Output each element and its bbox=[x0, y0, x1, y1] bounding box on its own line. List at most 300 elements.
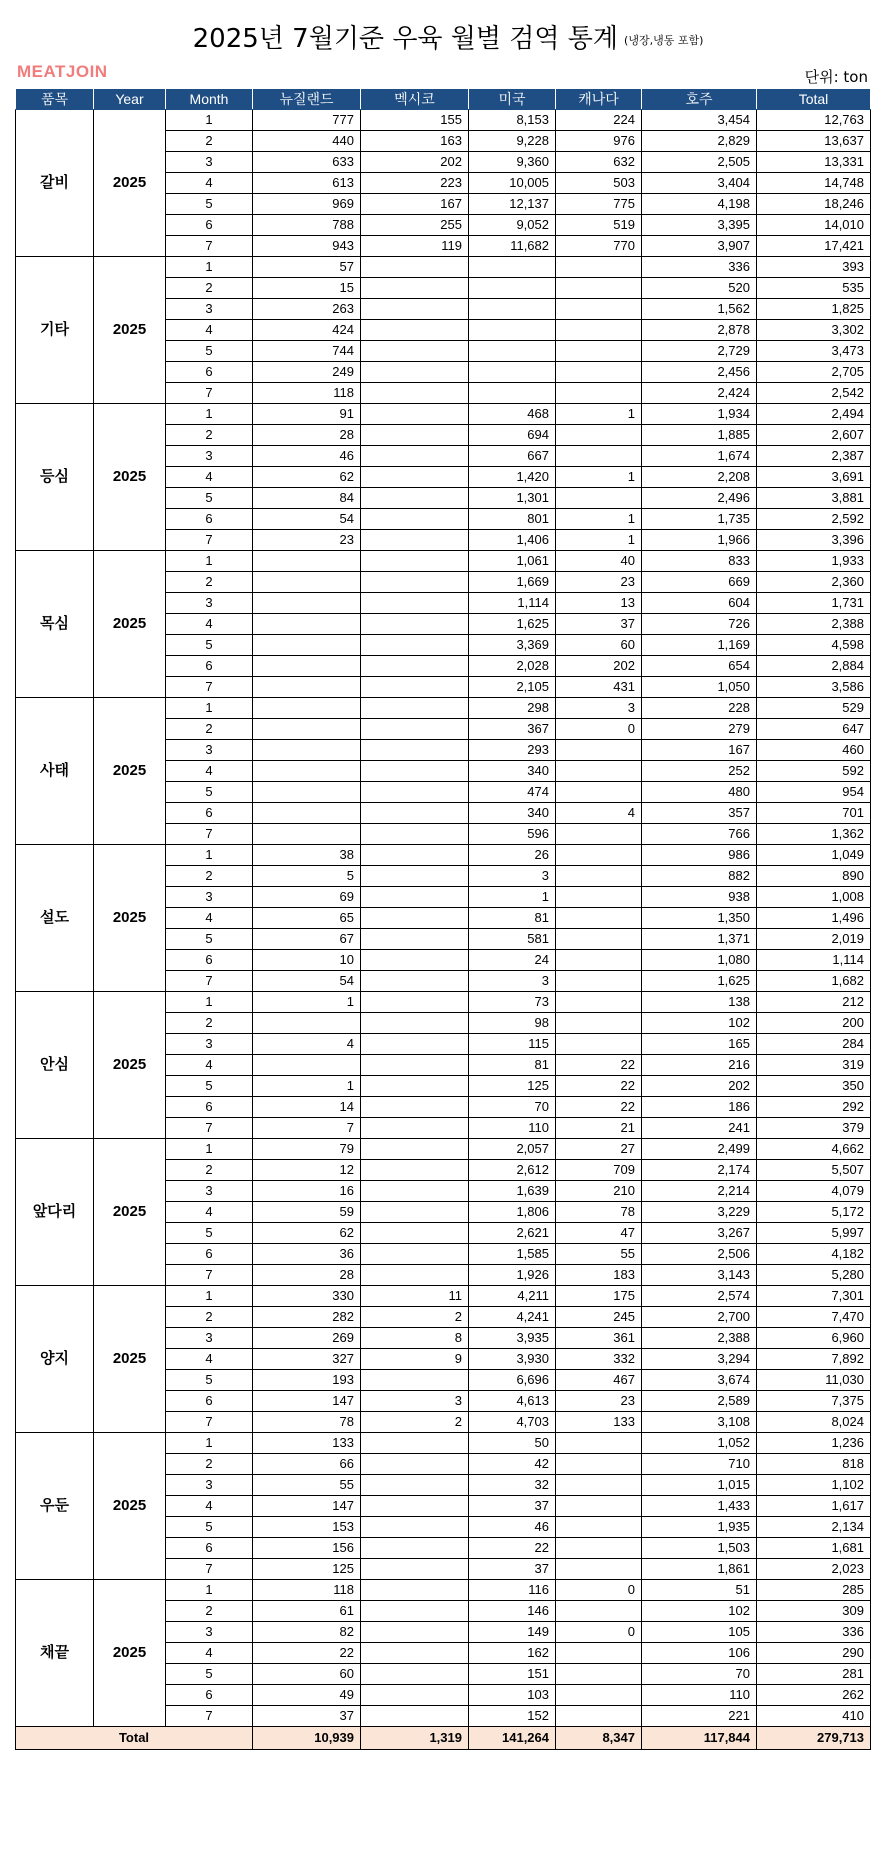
newzealand-cell bbox=[253, 677, 361, 698]
row-total-cell: 7,301 bbox=[757, 1286, 871, 1307]
usa-cell: 146 bbox=[469, 1601, 556, 1622]
australia-cell: 669 bbox=[642, 572, 757, 593]
row-total-cell: 13,637 bbox=[757, 131, 871, 152]
mexico-cell: 3 bbox=[361, 1391, 469, 1412]
australia-cell: 1,934 bbox=[642, 404, 757, 425]
row-total-cell: 2,134 bbox=[757, 1517, 871, 1538]
row-total-cell: 1,681 bbox=[757, 1538, 871, 1559]
mexico-cell bbox=[361, 488, 469, 509]
month-cell: 1 bbox=[166, 1580, 253, 1601]
row-total-cell: 818 bbox=[757, 1454, 871, 1475]
table-row bbox=[16, 1286, 871, 1307]
usa-cell: 42 bbox=[469, 1454, 556, 1475]
usa-cell: 581 bbox=[469, 929, 556, 950]
newzealand-cell: 282 bbox=[253, 1307, 361, 1328]
row-total-cell: 1,682 bbox=[757, 971, 871, 992]
australia-cell: 1,080 bbox=[642, 950, 757, 971]
month-cell: 6 bbox=[166, 1538, 253, 1559]
total-cell: 1,319 bbox=[361, 1727, 469, 1750]
mexico-cell bbox=[361, 551, 469, 572]
canada-cell bbox=[556, 866, 642, 887]
month-cell: 3 bbox=[166, 1034, 253, 1055]
month-cell: 1 bbox=[166, 1433, 253, 1454]
usa-cell: 3,930 bbox=[469, 1349, 556, 1370]
newzealand-cell bbox=[253, 1013, 361, 1034]
usa-cell bbox=[469, 278, 556, 299]
month-cell: 2 bbox=[166, 425, 253, 446]
usa-cell: 293 bbox=[469, 740, 556, 761]
usa-cell: 667 bbox=[469, 446, 556, 467]
month-cell: 4 bbox=[166, 1202, 253, 1223]
year-cell: 2025 bbox=[94, 1433, 166, 1580]
usa-cell: 73 bbox=[469, 992, 556, 1013]
usa-cell: 1,061 bbox=[469, 551, 556, 572]
australia-cell: 480 bbox=[642, 782, 757, 803]
usa-cell: 801 bbox=[469, 509, 556, 530]
newzealand-cell: 330 bbox=[253, 1286, 361, 1307]
mexico-cell bbox=[361, 1454, 469, 1475]
canada-cell bbox=[556, 929, 642, 950]
newzealand-cell bbox=[253, 740, 361, 761]
newzealand-cell: 57 bbox=[253, 257, 361, 278]
month-cell: 6 bbox=[166, 950, 253, 971]
canada-cell bbox=[556, 383, 642, 404]
mexico-cell bbox=[361, 1475, 469, 1496]
year-cell: 2025 bbox=[94, 845, 166, 992]
row-total-cell: 7,470 bbox=[757, 1307, 871, 1328]
newzealand-cell: 60 bbox=[253, 1664, 361, 1685]
newzealand-cell bbox=[253, 824, 361, 845]
col-header-australia: 호주 bbox=[642, 89, 757, 110]
total-label: Total bbox=[16, 1727, 253, 1750]
month-cell: 1 bbox=[166, 257, 253, 278]
row-total-cell: 6,960 bbox=[757, 1328, 871, 1349]
month-cell: 1 bbox=[166, 698, 253, 719]
year-cell: 2025 bbox=[94, 551, 166, 698]
usa-cell: 1,806 bbox=[469, 1202, 556, 1223]
newzealand-cell: 133 bbox=[253, 1433, 361, 1454]
australia-cell: 110 bbox=[642, 1685, 757, 1706]
mexico-cell bbox=[361, 803, 469, 824]
newzealand-cell: 14 bbox=[253, 1097, 361, 1118]
australia-cell: 520 bbox=[642, 278, 757, 299]
mexico-cell: 8 bbox=[361, 1328, 469, 1349]
usa-cell: 110 bbox=[469, 1118, 556, 1139]
canada-cell bbox=[556, 992, 642, 1013]
usa-cell: 694 bbox=[469, 425, 556, 446]
row-total-cell: 1,496 bbox=[757, 908, 871, 929]
month-cell: 1 bbox=[166, 551, 253, 572]
row-total-cell: 3,302 bbox=[757, 320, 871, 341]
usa-cell: 37 bbox=[469, 1496, 556, 1517]
mexico-cell: 11 bbox=[361, 1286, 469, 1307]
canada-cell: 431 bbox=[556, 677, 642, 698]
month-cell: 7 bbox=[166, 530, 253, 551]
canada-cell: 37 bbox=[556, 614, 642, 635]
usa-cell: 2,028 bbox=[469, 656, 556, 677]
mexico-cell bbox=[361, 1097, 469, 1118]
mexico-cell bbox=[361, 530, 469, 551]
newzealand-cell: 23 bbox=[253, 530, 361, 551]
mexico-cell bbox=[361, 320, 469, 341]
mexico-cell bbox=[361, 1433, 469, 1454]
usa-cell: 46 bbox=[469, 1517, 556, 1538]
month-cell: 3 bbox=[166, 1328, 253, 1349]
australia-cell: 654 bbox=[642, 656, 757, 677]
usa-cell: 10,005 bbox=[469, 173, 556, 194]
newzealand-cell: 49 bbox=[253, 1685, 361, 1706]
total-cell: 117,844 bbox=[642, 1727, 757, 1750]
australia-cell: 3,143 bbox=[642, 1265, 757, 1286]
month-cell: 6 bbox=[166, 215, 253, 236]
newzealand-cell: 28 bbox=[253, 425, 361, 446]
newzealand-cell: 91 bbox=[253, 404, 361, 425]
year-cell: 2025 bbox=[94, 992, 166, 1139]
newzealand-cell: 249 bbox=[253, 362, 361, 383]
month-cell: 4 bbox=[166, 1349, 253, 1370]
newzealand-cell: 38 bbox=[253, 845, 361, 866]
australia-cell: 2,574 bbox=[642, 1286, 757, 1307]
australia-cell: 1,935 bbox=[642, 1517, 757, 1538]
newzealand-cell: 12 bbox=[253, 1160, 361, 1181]
mexico-cell bbox=[361, 1559, 469, 1580]
newzealand-cell bbox=[253, 635, 361, 656]
usa-cell: 2,621 bbox=[469, 1223, 556, 1244]
australia-cell: 1,562 bbox=[642, 299, 757, 320]
row-total-cell: 281 bbox=[757, 1664, 871, 1685]
usa-cell: 151 bbox=[469, 1664, 556, 1685]
newzealand-cell bbox=[253, 719, 361, 740]
canada-cell: 709 bbox=[556, 1160, 642, 1181]
newzealand-cell: 62 bbox=[253, 467, 361, 488]
usa-cell: 367 bbox=[469, 719, 556, 740]
canada-cell bbox=[556, 1601, 642, 1622]
title-note: (냉장,냉동 포함) bbox=[624, 33, 704, 47]
canada-cell: 210 bbox=[556, 1181, 642, 1202]
australia-cell: 1,433 bbox=[642, 1496, 757, 1517]
month-cell: 7 bbox=[166, 677, 253, 698]
row-total-cell: 309 bbox=[757, 1601, 871, 1622]
mexico-cell bbox=[361, 950, 469, 971]
canada-cell bbox=[556, 908, 642, 929]
australia-cell: 2,589 bbox=[642, 1391, 757, 1412]
usa-cell: 152 bbox=[469, 1706, 556, 1727]
canada-cell: 202 bbox=[556, 656, 642, 677]
australia-cell: 165 bbox=[642, 1034, 757, 1055]
australia-cell: 1,371 bbox=[642, 929, 757, 950]
newzealand-cell: 69 bbox=[253, 887, 361, 908]
canada-cell bbox=[556, 1643, 642, 1664]
row-total-cell: 1,617 bbox=[757, 1496, 871, 1517]
mexico-cell bbox=[361, 383, 469, 404]
row-total-cell: 460 bbox=[757, 740, 871, 761]
australia-cell: 51 bbox=[642, 1580, 757, 1601]
row-total-cell: 701 bbox=[757, 803, 871, 824]
canada-cell: 22 bbox=[556, 1076, 642, 1097]
mexico-cell bbox=[361, 1244, 469, 1265]
mexico-cell: 163 bbox=[361, 131, 469, 152]
row-total-cell: 5,507 bbox=[757, 1160, 871, 1181]
month-cell: 6 bbox=[166, 1244, 253, 1265]
mexico-cell bbox=[361, 824, 469, 845]
row-total-cell: 1,933 bbox=[757, 551, 871, 572]
month-cell: 1 bbox=[166, 1286, 253, 1307]
newzealand-cell: 153 bbox=[253, 1517, 361, 1538]
australia-cell: 3,454 bbox=[642, 110, 757, 131]
australia-cell: 833 bbox=[642, 551, 757, 572]
usa-cell: 98 bbox=[469, 1013, 556, 1034]
canada-cell: 13 bbox=[556, 593, 642, 614]
usa-cell: 1,301 bbox=[469, 488, 556, 509]
mexico-cell bbox=[361, 257, 469, 278]
row-total-cell: 4,079 bbox=[757, 1181, 871, 1202]
usa-cell: 81 bbox=[469, 1055, 556, 1076]
canada-cell: 22 bbox=[556, 1055, 642, 1076]
category-cell: 설도 bbox=[16, 845, 94, 992]
month-cell: 5 bbox=[166, 1076, 253, 1097]
australia-cell: 2,505 bbox=[642, 152, 757, 173]
usa-cell: 22 bbox=[469, 1538, 556, 1559]
category-cell: 양지 bbox=[16, 1286, 94, 1433]
australia-cell: 2,729 bbox=[642, 341, 757, 362]
brand-logo: MEATJOIN bbox=[17, 62, 108, 81]
newzealand-cell: 65 bbox=[253, 908, 361, 929]
canada-cell: 361 bbox=[556, 1328, 642, 1349]
australia-cell: 1,885 bbox=[642, 425, 757, 446]
month-cell: 5 bbox=[166, 341, 253, 362]
australia-cell: 167 bbox=[642, 740, 757, 761]
australia-cell: 3,404 bbox=[642, 173, 757, 194]
month-cell: 1 bbox=[166, 110, 253, 131]
total-cell: 279,713 bbox=[757, 1727, 871, 1750]
australia-cell: 3,229 bbox=[642, 1202, 757, 1223]
row-total-cell: 4,598 bbox=[757, 635, 871, 656]
total-cell: 141,264 bbox=[469, 1727, 556, 1750]
month-cell: 2 bbox=[166, 1160, 253, 1181]
canada-cell bbox=[556, 446, 642, 467]
canada-cell bbox=[556, 257, 642, 278]
mexico-cell bbox=[361, 404, 469, 425]
newzealand-cell: 147 bbox=[253, 1391, 361, 1412]
canada-cell: 3 bbox=[556, 698, 642, 719]
month-cell: 3 bbox=[166, 1622, 253, 1643]
month-cell: 5 bbox=[166, 1370, 253, 1391]
usa-cell: 596 bbox=[469, 824, 556, 845]
australia-cell: 336 bbox=[642, 257, 757, 278]
row-total-cell: 1,362 bbox=[757, 824, 871, 845]
newzealand-cell: 744 bbox=[253, 341, 361, 362]
row-total-cell: 4,182 bbox=[757, 1244, 871, 1265]
canada-cell bbox=[556, 1454, 642, 1475]
australia-cell: 102 bbox=[642, 1601, 757, 1622]
newzealand-cell: 5 bbox=[253, 866, 361, 887]
newzealand-cell: 269 bbox=[253, 1328, 361, 1349]
newzealand-cell: 61 bbox=[253, 1601, 361, 1622]
usa-cell: 81 bbox=[469, 908, 556, 929]
mexico-cell bbox=[361, 1643, 469, 1664]
usa-cell: 116 bbox=[469, 1580, 556, 1601]
newzealand-cell: 78 bbox=[253, 1412, 361, 1433]
table-row bbox=[16, 698, 871, 719]
newzealand-cell: 7 bbox=[253, 1118, 361, 1139]
month-cell: 4 bbox=[166, 1643, 253, 1664]
mexico-cell bbox=[361, 1538, 469, 1559]
newzealand-cell bbox=[253, 593, 361, 614]
category-cell: 등심 bbox=[16, 404, 94, 551]
canada-cell bbox=[556, 1538, 642, 1559]
table-body bbox=[16, 110, 871, 1727]
mexico-cell bbox=[361, 1076, 469, 1097]
usa-cell: 11,682 bbox=[469, 236, 556, 257]
newzealand-cell: 28 bbox=[253, 1265, 361, 1286]
row-total-cell: 3,396 bbox=[757, 530, 871, 551]
month-cell: 3 bbox=[166, 299, 253, 320]
newzealand-cell bbox=[253, 656, 361, 677]
usa-cell: 9,228 bbox=[469, 131, 556, 152]
month-cell: 6 bbox=[166, 1097, 253, 1118]
table-row bbox=[16, 1139, 871, 1160]
usa-cell: 1,420 bbox=[469, 467, 556, 488]
year-cell: 2025 bbox=[94, 257, 166, 404]
mexico-cell bbox=[361, 1664, 469, 1685]
month-cell: 7 bbox=[166, 824, 253, 845]
usa-cell: 103 bbox=[469, 1685, 556, 1706]
mexico-cell bbox=[361, 1055, 469, 1076]
mexico-cell bbox=[361, 446, 469, 467]
canada-cell: 770 bbox=[556, 236, 642, 257]
newzealand-cell: 10 bbox=[253, 950, 361, 971]
usa-cell: 162 bbox=[469, 1643, 556, 1664]
total-cell: 8,347 bbox=[556, 1727, 642, 1750]
row-total-cell: 2,019 bbox=[757, 929, 871, 950]
canada-cell: 1 bbox=[556, 467, 642, 488]
usa-cell bbox=[469, 320, 556, 341]
australia-cell: 2,878 bbox=[642, 320, 757, 341]
canada-cell bbox=[556, 320, 642, 341]
month-cell: 6 bbox=[166, 803, 253, 824]
row-total-cell: 393 bbox=[757, 257, 871, 278]
australia-cell: 1,674 bbox=[642, 446, 757, 467]
mexico-cell bbox=[361, 467, 469, 488]
usa-cell: 149 bbox=[469, 1622, 556, 1643]
australia-cell: 3,108 bbox=[642, 1412, 757, 1433]
newzealand-cell: 46 bbox=[253, 446, 361, 467]
row-total-cell: 2,884 bbox=[757, 656, 871, 677]
australia-cell: 2,388 bbox=[642, 1328, 757, 1349]
australia-cell: 2,499 bbox=[642, 1139, 757, 1160]
australia-cell: 1,503 bbox=[642, 1538, 757, 1559]
australia-cell: 986 bbox=[642, 845, 757, 866]
table-row bbox=[16, 404, 871, 425]
row-total-cell: 1,049 bbox=[757, 845, 871, 866]
canada-cell: 245 bbox=[556, 1307, 642, 1328]
month-cell: 4 bbox=[166, 761, 253, 782]
mexico-cell bbox=[361, 992, 469, 1013]
row-total-cell: 3,691 bbox=[757, 467, 871, 488]
row-total-cell: 4,662 bbox=[757, 1139, 871, 1160]
row-total-cell: 535 bbox=[757, 278, 871, 299]
canada-cell bbox=[556, 971, 642, 992]
row-total-cell: 647 bbox=[757, 719, 871, 740]
canada-cell: 1 bbox=[556, 509, 642, 530]
canada-cell: 467 bbox=[556, 1370, 642, 1391]
mexico-cell bbox=[361, 1601, 469, 1622]
table-row bbox=[16, 845, 871, 866]
mexico-cell bbox=[361, 887, 469, 908]
mexico-cell bbox=[361, 845, 469, 866]
month-cell: 2 bbox=[166, 278, 253, 299]
mexico-cell bbox=[361, 1685, 469, 1706]
col-header-total: Total bbox=[757, 89, 871, 110]
canada-cell bbox=[556, 1685, 642, 1706]
usa-cell: 26 bbox=[469, 845, 556, 866]
row-total-cell: 8,024 bbox=[757, 1412, 871, 1433]
canada-cell bbox=[556, 362, 642, 383]
usa-cell: 37 bbox=[469, 1559, 556, 1580]
canada-cell: 40 bbox=[556, 551, 642, 572]
newzealand-cell: 147 bbox=[253, 1496, 361, 1517]
newzealand-cell bbox=[253, 572, 361, 593]
canada-cell bbox=[556, 845, 642, 866]
mexico-cell bbox=[361, 1223, 469, 1244]
canada-cell bbox=[556, 299, 642, 320]
australia-cell: 938 bbox=[642, 887, 757, 908]
row-total-cell: 529 bbox=[757, 698, 871, 719]
mexico-cell bbox=[361, 929, 469, 950]
canada-cell bbox=[556, 1706, 642, 1727]
canada-cell bbox=[556, 1496, 642, 1517]
usa-cell: 1,114 bbox=[469, 593, 556, 614]
canada-cell: 775 bbox=[556, 194, 642, 215]
row-total-cell: 3,881 bbox=[757, 488, 871, 509]
australia-cell: 2,496 bbox=[642, 488, 757, 509]
australia-cell: 216 bbox=[642, 1055, 757, 1076]
month-cell: 4 bbox=[166, 908, 253, 929]
mexico-cell bbox=[361, 1013, 469, 1034]
row-total-cell: 2,023 bbox=[757, 1559, 871, 1580]
mexico-cell: 119 bbox=[361, 236, 469, 257]
newzealand-cell: 263 bbox=[253, 299, 361, 320]
category-cell: 앞다리 bbox=[16, 1139, 94, 1286]
category-cell: 목심 bbox=[16, 551, 94, 698]
month-cell: 2 bbox=[166, 866, 253, 887]
month-cell: 5 bbox=[166, 782, 253, 803]
canada-cell bbox=[556, 1475, 642, 1496]
month-cell: 2 bbox=[166, 1307, 253, 1328]
mexico-cell: 2 bbox=[361, 1412, 469, 1433]
row-total-cell: 7,892 bbox=[757, 1349, 871, 1370]
mexico-cell bbox=[361, 866, 469, 887]
canada-cell bbox=[556, 425, 642, 446]
month-cell: 3 bbox=[166, 446, 253, 467]
newzealand-cell: 969 bbox=[253, 194, 361, 215]
canada-cell: 133 bbox=[556, 1412, 642, 1433]
usa-cell: 4,241 bbox=[469, 1307, 556, 1328]
australia-cell: 710 bbox=[642, 1454, 757, 1475]
month-cell: 2 bbox=[166, 719, 253, 740]
row-total-cell: 17,421 bbox=[757, 236, 871, 257]
newzealand-cell: 55 bbox=[253, 1475, 361, 1496]
mexico-cell: 155 bbox=[361, 110, 469, 131]
usa-cell: 12,137 bbox=[469, 194, 556, 215]
usa-cell: 340 bbox=[469, 803, 556, 824]
canada-cell: 23 bbox=[556, 1391, 642, 1412]
usa-cell: 115 bbox=[469, 1034, 556, 1055]
mexico-cell bbox=[361, 1265, 469, 1286]
mexico-cell bbox=[361, 1202, 469, 1223]
usa-cell: 340 bbox=[469, 761, 556, 782]
mexico-cell bbox=[361, 698, 469, 719]
